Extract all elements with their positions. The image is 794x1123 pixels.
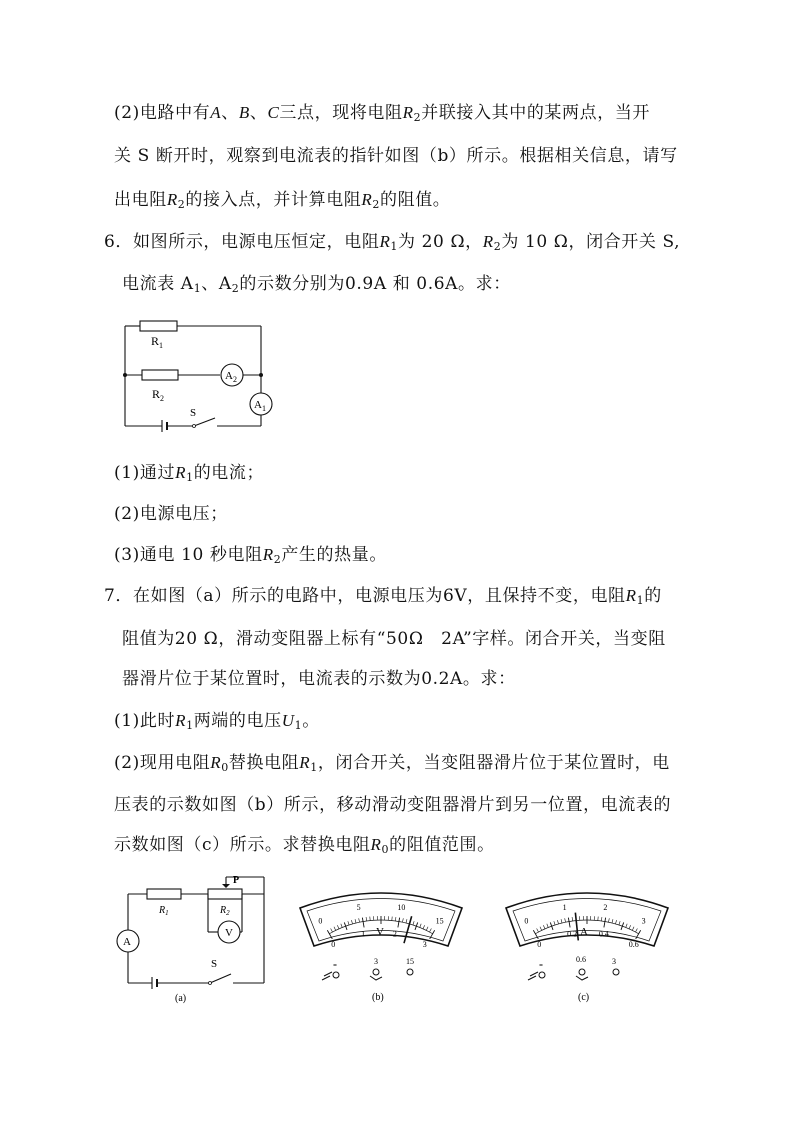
svg-text:10: 10 (397, 902, 406, 912)
q7a-label-P: P (233, 875, 240, 886)
voltmeter-terminal-neg: - (333, 957, 337, 971)
q6-sub2: (2)电源电压； (114, 504, 228, 524)
svg-text:3: 3 (422, 940, 427, 950)
q7a-label-V: V (225, 927, 233, 939)
q7a-label-S: S (211, 958, 218, 970)
q6-label-A1: A (254, 399, 262, 411)
q6-label-S: S (190, 407, 197, 419)
ammeter-unit: A (580, 926, 588, 938)
q7-sub2-line3: 示数如图（c）所示。求替换电阻$R_0$的阻值范围。 (114, 835, 495, 856)
q7c-caption: (c) (578, 992, 590, 1003)
q7-circuit-diagram-a (112, 870, 272, 1010)
svg-text:3: 3 (641, 916, 646, 926)
voltmeter-unit: V (376, 926, 384, 938)
q6-label-R2: R (152, 387, 161, 401)
svg-text:2: 2 (392, 929, 397, 939)
svg-text:0: 0 (318, 916, 323, 926)
q6-sub1: (1)通过$R_1$的电流； (114, 463, 265, 484)
q7-voltmeter-figure-b (296, 884, 466, 1010)
svg-text:A1: $A_1$ (254, 399, 266, 413)
q7a-label-A: A (123, 936, 131, 948)
q7-sub2-line1: (2)现用电阻$R_0$替换电阻$R_1$，闭合开关，当变阻器滑片位于某位置时，电 (114, 753, 670, 774)
svg-text:R2: $R_2$ (220, 905, 230, 917)
q7-line2: 阻值为20 Ω，滑动变阻器上标有“50Ω 2A”字样。闭合开关，当变阻 (122, 629, 666, 649)
q7-number: 7． (104, 586, 134, 606)
svg-text:15: 15 (435, 916, 444, 926)
voltmeter-terminal-3: 3 (374, 957, 378, 966)
svg-text:0.6: 0.6 (628, 940, 639, 950)
svg-text:5: 5 (356, 902, 361, 912)
svg-text:R2: $R_2$ (152, 387, 165, 403)
q7a-label-R1: R (159, 905, 166, 916)
q6-line2: 电流表 $A_1$、$A_2$的示数分别为0.9A 和 0.6A。求： (122, 274, 511, 295)
q7-line3: 器滑片位于某位置时，电流表的示数为0.2A。求： (122, 669, 516, 689)
q5-part2-line3: 出电阻$R_2$的接入点，并计算电阻$R_2$的阻值。 (114, 190, 451, 211)
ammeter-terminal-0.6: 0.6 (576, 955, 586, 964)
q5-part2-line2: 关 S 断开时，观察到电流表的指针如图（b）所示。根据相关信息，请写 (114, 146, 678, 166)
q7a-label-R2: R (220, 905, 227, 916)
q6-circuit-diagram (118, 318, 278, 433)
svg-text:0: 0 (331, 940, 336, 950)
q7-sub2-line2: 压表的示数如图（b）所示，移动滑动变阻器滑片到另一位置，电流表的 (114, 795, 672, 815)
q6-sub3: (3)通电 10 秒电阻$R_2$产生的热量。 (114, 545, 387, 566)
ammeter-terminal-neg: - (539, 957, 543, 971)
svg-text:0.4: 0.4 (598, 929, 609, 939)
svg-text:1: 1 (562, 902, 567, 912)
svg-text:R1: $R_1$ (151, 334, 164, 350)
svg-text:0: 0 (524, 916, 529, 926)
svg-text:2: 2 (603, 902, 608, 912)
svg-text:1: 1 (361, 929, 366, 939)
q7-line1: 7．在如图（a）所示的电路中，电源电压为6V，且保持不变，电阻$R_1$的 (104, 586, 662, 607)
ammeter-terminal-3: 3 (612, 957, 616, 966)
svg-text:A2: $A_2$ (225, 370, 237, 384)
svg-text:0: 0 (537, 940, 542, 950)
svg-text:0.2: 0.2 (567, 929, 578, 939)
q5-part2-line1: (2)电路中有A、B、C三点，现将电阻$R_2$并联接入其中的某两点，当开 (114, 103, 651, 124)
q6-line1: 6．如图所示，电源电压恒定，电阻$R_1$为 20 Ω，$R_2$为 10 Ω，闭合开关 S, (104, 232, 681, 253)
q7-ammeter-figure-c (502, 884, 672, 1010)
q7a-caption: (a) (175, 993, 187, 1004)
svg-text:R1: $R_1$ (159, 905, 169, 917)
q7-sub1: (1)此时$R_1$两端的电压$U_1$。 (114, 711, 320, 732)
q6-label-A2: A (225, 370, 233, 382)
q6-number: 6． (104, 232, 134, 252)
q7b-caption: (b) (372, 992, 384, 1003)
voltmeter-terminal-15: 15 (406, 957, 414, 966)
q6-label-R1: R (151, 334, 160, 348)
